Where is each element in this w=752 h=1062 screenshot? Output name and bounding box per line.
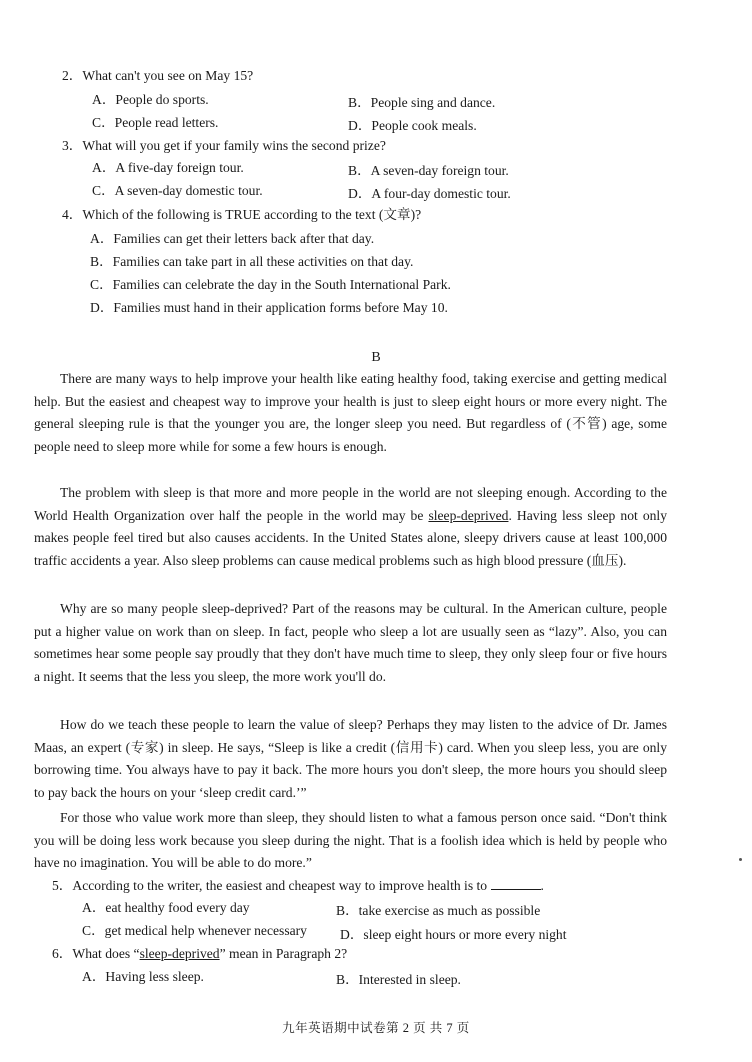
answer-blank bbox=[491, 877, 541, 890]
question-4-option-c: C．Families can celebrate the day in the South International Park. bbox=[90, 277, 451, 292]
question-4-option-a: A．Families can get their letters back after that day. bbox=[90, 231, 375, 246]
question-3-option-a: A．A five-day foreign tour. bbox=[92, 160, 244, 175]
question-3-option-b: B．A seven-day foreign tour. bbox=[348, 163, 509, 178]
passage-paragraph-1: There are many ways to help improve your health like eating healthy food, taking exercise and getting medical help. But the easiest and cheapest way to improve your health is just to sleep eight hours or more every night. The general sleeping rule is that the younger you are, the longer sleep you need. But regardless of (不管) age, some people need to sleep more while for some a few hours is enough. bbox=[34, 371, 667, 454]
question-5-option-b: B．take exercise as much as possible bbox=[336, 903, 541, 918]
question-5-option-d: D．sleep eight hours or more every night bbox=[340, 927, 567, 942]
question-4-stem: 4．Which of the following is TRUE according to the text (文章)? bbox=[62, 207, 422, 222]
question-6-stem-text: 6．What does “ bbox=[52, 946, 140, 961]
question-6-option-a: A．Having less sleep. bbox=[82, 969, 204, 984]
question-2-option-a: A．People do sports. bbox=[92, 92, 209, 107]
question-6-option-b: B．Interested in sleep. bbox=[336, 972, 461, 987]
scan-speck bbox=[739, 858, 742, 861]
question-3-option-c: C．A seven-day domestic tour. bbox=[92, 183, 263, 198]
passage-paragraph-4: How do we teach these people to learn the value of sleep? Perhaps they may listen to the advice of Dr. James Maas, an expert (专家) in sleep. He says, “Sleep is like a credit (信用卡) card. When you sleep less, you are only borrowing time. You always have to pay it back. The more hours you don't sleep, the more hours you should sleep to pay back the hours on your ‘sleep credit card.’” bbox=[34, 717, 667, 800]
question-5-stem-end: . bbox=[540, 878, 544, 893]
section-b-heading: B bbox=[371, 350, 381, 365]
question-5-option-a: A．eat healthy food every day bbox=[82, 900, 250, 915]
paragraph-2-text-end: . Having less sleep not only makes people feel tired but also causes accidents. In the United States alone, sleepy drivers cause at least 100,000 traffic accidents a year. Also sleep problems can cause medical problems such as high blood pressure (血压). bbox=[34, 507, 667, 568]
question-6-stem-end: ” mean in Paragraph 2? bbox=[219, 946, 348, 961]
passage-paragraph-3: Why are so many people sleep-deprived? Part of the reasons may be cultural. In the American culture, people put a higher value on work than on sleep. In fact, people who sleep a lot are usually seen as “lazy”. Also, you can sometimes hear some people say proudly that they don't have much time to sleep, they only sleep four or five hours a night. It seems that the less you sleep, the more work you'll do. bbox=[34, 601, 667, 684]
question-4-option-d: D．Families must hand in their application forms before May 10. bbox=[90, 300, 448, 315]
question-2-option-c: C．People read letters. bbox=[92, 115, 219, 130]
page-footer: 九年英语期中试卷第 2 页 共 7 页 bbox=[282, 1021, 470, 1035]
question-2-stem: 2．What can't you see on May 15? bbox=[62, 68, 254, 83]
passage-paragraph-2 bbox=[34, 482, 667, 572]
question-2-option-d: D．People cook meals. bbox=[348, 118, 477, 133]
question-4-option-b: B．Families can take part in all these activities on that day. bbox=[90, 254, 414, 269]
question-2-option-b: B．People sing and dance. bbox=[348, 95, 496, 110]
question-5-option-c: C．get medical help whenever necessary bbox=[82, 923, 307, 938]
question-5-stem-text: 5．According to the writer, the easiest and cheapest way to improve health is to bbox=[52, 878, 488, 893]
underlined-term-sleep-deprived: sleep-deprived bbox=[428, 507, 509, 523]
question-3-option-d: D．A four-day domestic tour. bbox=[348, 186, 511, 201]
passage-paragraph-5: For those who value work more than sleep, they should listen to what a famous person once said. “Don't think you will be doing less work because you sleep during the night. That is a foolish idea which is held by people who have no imagination. You will be able to do more.” bbox=[34, 810, 667, 871]
question-5-stem bbox=[52, 876, 544, 896]
paragraph-2-text-start: The problem with sleep is that more and more people in the world are not sleeping enough. According to the World Health Organization over half the people in the world may be bbox=[34, 485, 667, 523]
question-3-stem: 3．What will you get if your family wins the second prize? bbox=[62, 138, 386, 153]
question-6-stem bbox=[52, 944, 347, 964]
question-6-underlined-term: sleep-deprived bbox=[139, 946, 220, 961]
